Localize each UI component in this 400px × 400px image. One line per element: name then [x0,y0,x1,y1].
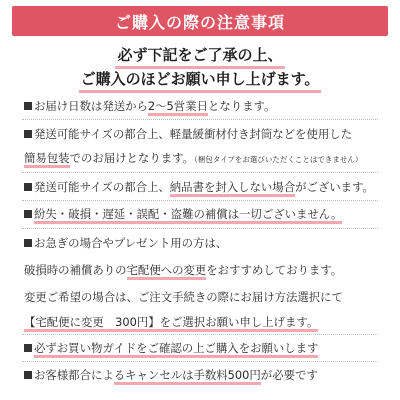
bullet-square-icon [24,210,32,218]
bullet-square-icon [24,239,32,247]
highlight-text: るキャンセルは手数料500円 [114,368,261,385]
highlight-text: 紛失・破損・遅延・誤配・盗難の補償は一切ございません。 [34,207,342,224]
notice-text: が必要です [260,368,318,382]
highlight-text: 【宅配便に変更 300円】をご選択お願い申し上げます。 [24,315,318,332]
notice-subnote: （梱包タイプをお選びいただくことはできません） [193,155,363,164]
bullet-square-icon [24,183,32,191]
intro-line-1 [0,44,400,69]
bullet-square-icon [24,102,32,110]
notice-express-line-1 [24,236,227,250]
highlight-text: 宅配便への変更 [127,263,207,280]
intro-text-2: ご購入のほどお願い申し上げます。 [79,68,322,93]
page-title: ご購入の際の注意事項 [114,12,285,32]
notice-text: 破損時の補償ありの [24,263,127,277]
highlight-text: 必ずお買い物ガイドをご確認の上ご購入をお願いします [34,341,318,358]
notice-text: お客様都合によ [34,368,114,382]
notice-text: 発送可能サイズの都合上、軽量緩衝材付き封筒などを使用した [34,127,353,141]
notice-text: お届け日数は発送から [34,99,148,113]
notice-text: 変更ご希望の場合は、ご注文手続きの際にお届け方法選択にて [24,290,343,304]
highlight-text: 2～5営業日 [148,99,208,116]
notice-no-compensation [24,207,342,221]
notice-text: 発送可能サイズの都合上、 [34,180,170,194]
notice-text: でのお届けとなります。 [69,151,194,165]
highlight-text: 納品書を封入しない場合 [170,180,295,197]
divider [22,361,378,362]
notice-text: をおすすめしております。 [206,263,343,277]
bullet-square-icon [24,344,32,352]
notice-cancellation-fee [24,368,318,382]
divider [22,200,378,201]
notice-text: となります。 [207,99,276,113]
notice-delivery-days [24,99,275,113]
notice-express-line-3 [24,290,343,304]
notice-express-line-4 [24,315,318,329]
highlight-text: 簡易包装 [24,151,70,168]
notice-packaging-line-1 [24,127,352,141]
divider [22,172,378,173]
title-banner [12,6,388,36]
notice-invoice [24,180,374,194]
bullet-square-icon [24,371,32,379]
bullet-square-icon [24,130,32,138]
notice-packaging-line-2 [24,151,362,167]
divider [22,334,378,335]
intro-text-1: 必ず下記をご了承の上、 [115,44,284,69]
notice-text: お急ぎの場合やプレゼント用の方は、 [34,236,228,250]
intro-line-2 [0,68,400,93]
divider [22,119,378,120]
notice-text: がございます。 [295,180,374,194]
divider [22,228,378,229]
notice-express-line-2 [24,263,342,277]
notice-shopping-guide [24,341,318,355]
